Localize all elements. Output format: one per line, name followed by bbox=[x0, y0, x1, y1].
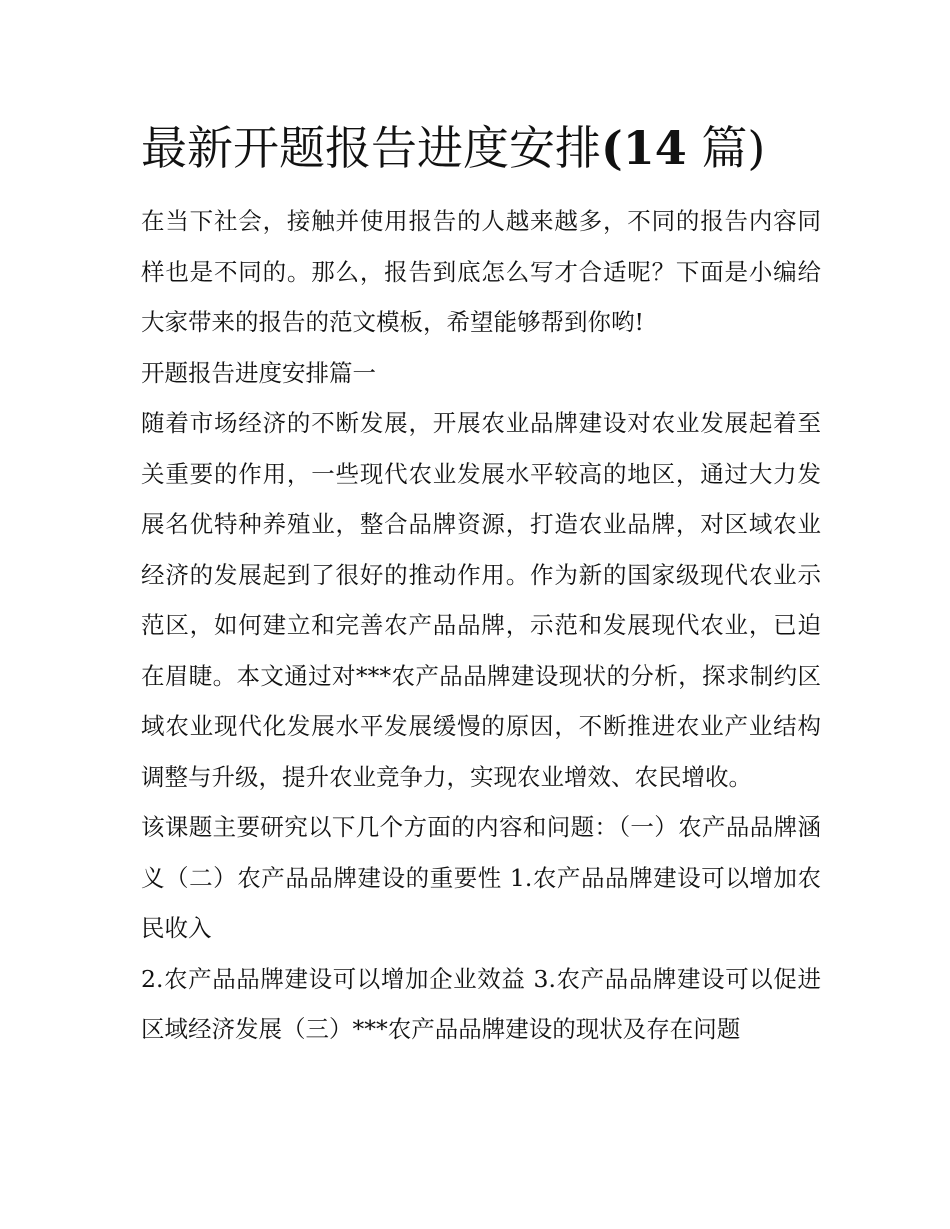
title-main: 最新开题报告进度安排 bbox=[141, 121, 601, 175]
topics-paragraph: 该课题主要研究以下几个方面的内容和问题：（一）农产品品牌涵义（二）农产品品牌建设的重要性 1.农产品品牌建设可以增加农民收入 bbox=[141, 813, 821, 942]
section-heading: 开题报告进度安排篇一 bbox=[141, 358, 376, 387]
document-title bbox=[141, 118, 821, 178]
title-end: 篇) bbox=[701, 121, 766, 175]
topics-continued-paragraph: 2.农产品品牌建设可以增加企业效益 3.农产品品牌建设可以促进区域经济发展（三）***农产品品牌建设的现状及存在问题 bbox=[141, 964, 821, 1043]
title-count: (14 bbox=[601, 121, 687, 175]
body-paragraph: 随着市场经济的不断发展，开展农业品牌建设对农业发展起着至关重要的作用，一些现代农业发展水平较高的地区，通过大力发展名优特种养殖业，整合品牌资源，打造农业品牌，对区域农业经济的发展起到了很好的推动作用。作为新的国家级现代农业示范区，如何建立和完善农产品品牌，示范和发展现代农业，已迫在眉睫。本文通过对***农产品品牌建设现状的分析，探求制约区域农业现代化发展水平发展缓慢的原因，不断推进农业产业结构调整与升级，提升农业竞争力，实现农业增效、农民增收。 bbox=[141, 409, 821, 791]
document-body bbox=[141, 118, 821, 1055]
intro-paragraph: 在当下社会，接触并使用报告的人越来越多，不同的报告内容同样也是不同的。那么，报告到底怎么写才合适呢？下面是小编给大家带来的报告的范文模板，希望能够帮到你哟! bbox=[141, 207, 821, 336]
